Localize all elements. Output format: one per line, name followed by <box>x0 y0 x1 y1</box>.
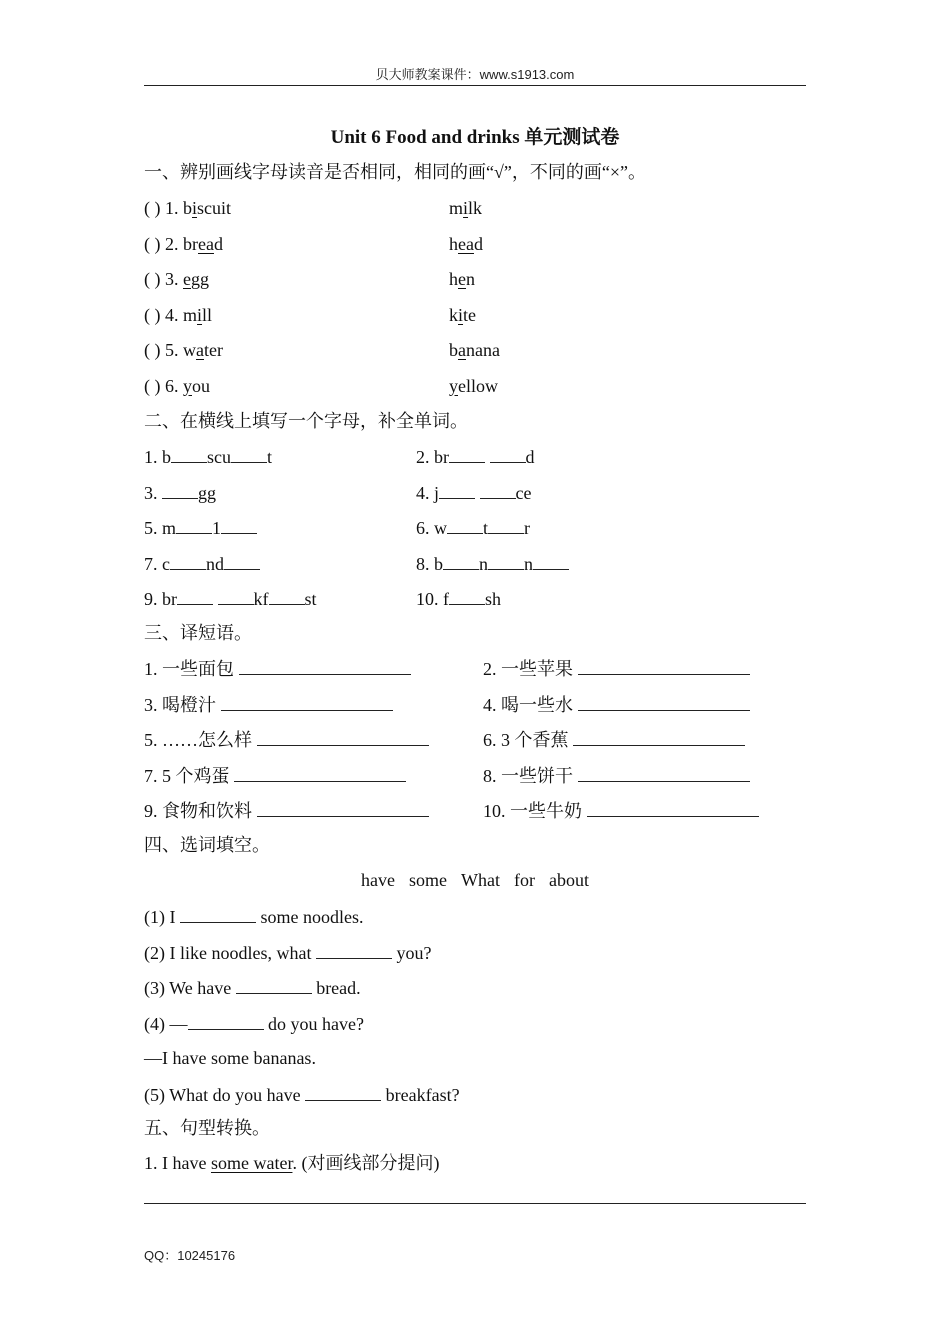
fill-letter-item: 4. j ce <box>416 482 532 503</box>
item-number: ( ) 4. <box>144 304 183 325</box>
fill-blank[interactable] <box>236 978 312 994</box>
fill-blank[interactable] <box>490 447 526 463</box>
underlined-letters: i <box>458 304 464 325</box>
underlined-letters: i <box>463 198 469 218</box>
item-number: 5. <box>144 518 162 538</box>
sound-item-right: milk <box>449 198 483 218</box>
word-bank-word: for <box>513 870 535 890</box>
item-number: 2. <box>416 447 434 467</box>
sound-item-right: yellow <box>449 375 498 396</box>
fill-word-item: (2) I like noodles, what you? <box>144 942 432 963</box>
transform-item: 1. I have some water. (对画线部分提问) <box>144 1153 440 1173</box>
item-number: 7. <box>144 553 162 574</box>
fill-blank[interactable] <box>239 659 411 675</box>
fill-blank[interactable] <box>480 483 516 499</box>
fill-letter-item: 7. c nd <box>144 554 260 573</box>
fill-blank[interactable] <box>439 483 475 499</box>
fill-blank[interactable] <box>305 1085 381 1101</box>
sound-item-right: kite <box>449 304 477 325</box>
underlined-letters: ea <box>198 233 214 254</box>
word-bank-word: about <box>548 870 589 890</box>
translate-item: 6. 3 个香蕉 <box>483 730 745 749</box>
translate-item: 10. 一些牛奶 <box>483 801 759 820</box>
item-number: 4. <box>416 482 434 503</box>
fill-blank[interactable] <box>234 766 406 782</box>
underlined-letters: i <box>197 304 203 325</box>
underlined-letters: e <box>183 269 191 289</box>
sound-item-left: ( ) 4. mill <box>144 304 213 325</box>
fill-blank[interactable] <box>578 659 750 675</box>
fill-blank[interactable] <box>488 518 524 534</box>
fill-blank[interactable] <box>578 766 750 782</box>
page-header: 贝大师教案课件：www.s1913.com <box>375 67 575 82</box>
fill-blank[interactable] <box>221 518 257 534</box>
underlined-letters: y <box>183 375 192 396</box>
page-title: Unit 6 Food and drinks 单元测试卷 <box>330 127 620 148</box>
translate-item: 8. 一些饼干 <box>483 766 750 785</box>
fill-blank[interactable] <box>587 801 759 817</box>
fill-letter-item: 6. w t r <box>416 518 531 538</box>
fill-word-item: (3) We have bread. <box>144 978 361 998</box>
underlined-letters: y <box>449 375 458 396</box>
sound-item-right: banana <box>449 340 500 360</box>
underlined-letters: i <box>192 198 198 218</box>
fill-blank[interactable] <box>162 483 198 499</box>
page-footer: QQ：10245176 <box>144 1248 236 1263</box>
fill-letter-item: 3. gg <box>144 482 216 503</box>
word-bank-word: some <box>409 870 447 890</box>
header-rule <box>144 85 806 86</box>
fill-blank[interactable] <box>449 447 485 463</box>
fill-blank[interactable] <box>176 518 212 534</box>
fill-blank[interactable] <box>170 554 206 570</box>
section3-heading: 三、译短语。 <box>144 623 252 643</box>
fill-blank[interactable] <box>180 907 256 923</box>
item-number: ( ) 2. <box>144 233 183 254</box>
fill-blank[interactable] <box>224 554 260 570</box>
translate-item: 9. 食物和饮料 <box>144 801 429 820</box>
fill-blank[interactable] <box>231 447 267 463</box>
section1-heading: 一、辨别画线字母读音是否相同，相同的画“√”，不同的画“×”。 <box>144 162 646 182</box>
fill-blank[interactable] <box>188 1014 264 1030</box>
fill-letter-item: 8. b n n <box>416 554 569 573</box>
fill-letter-item: 2. br d <box>416 447 535 467</box>
sound-item-right: hen <box>449 269 475 289</box>
translate-item: 2. 一些苹果 <box>483 659 750 678</box>
word-bank <box>0 871 950 889</box>
sound-item-right: head <box>449 233 483 254</box>
sound-item-left: ( ) 1. biscuit <box>144 198 232 218</box>
fill-blank[interactable] <box>269 589 305 605</box>
translate-item: 3. 喝橙汁 <box>144 695 393 714</box>
item-number: 1. <box>144 447 162 467</box>
word-bank-word: What <box>461 870 500 890</box>
item-number: ( ) 3. <box>144 269 183 289</box>
fill-blank[interactable] <box>221 695 393 711</box>
section2-heading: 二、在横线上填写一个字母，补全单词。 <box>144 411 468 431</box>
fill-letter-item: 9. br kf st <box>144 589 317 609</box>
item-number: 10. <box>416 589 443 609</box>
fill-word-item: —I have some bananas. <box>144 1048 316 1068</box>
underlined-letters: ea <box>458 233 474 254</box>
fill-blank[interactable] <box>488 554 524 570</box>
fill-blank[interactable] <box>316 943 392 959</box>
sound-item-left: ( ) 5. water <box>144 340 223 360</box>
fill-letter-item: 5. m 1 <box>144 518 257 537</box>
fill-blank[interactable] <box>257 730 429 746</box>
item-number: ( ) 5. <box>144 340 183 360</box>
fill-blank[interactable] <box>177 589 213 605</box>
fill-blank[interactable] <box>449 589 485 605</box>
section4-heading: 四、选词填空。 <box>144 835 270 855</box>
fill-blank[interactable] <box>578 695 750 711</box>
fill-blank[interactable] <box>533 554 569 570</box>
fill-letter-item: 1. b scu t <box>144 447 273 467</box>
sound-item-left: ( ) 6. you <box>144 375 210 396</box>
fill-letter-item: 10. f sh <box>416 589 502 609</box>
translate-item: 5. ……怎么样 <box>144 730 429 749</box>
sound-item-left: ( ) 3. egg <box>144 269 209 289</box>
translate-item: 7. 5 个鸡蛋 <box>144 766 406 785</box>
fill-blank[interactable] <box>257 801 429 817</box>
fill-word-item: (4) — do you have? <box>144 1013 364 1034</box>
fill-blank[interactable] <box>443 554 479 570</box>
underlined-phrase: some water <box>210 1153 293 1173</box>
item-number: 9. <box>144 589 162 609</box>
word-bank-word: have <box>361 870 395 890</box>
item-number: 8. <box>416 553 434 574</box>
fill-blank[interactable] <box>218 589 254 605</box>
item-number: 6. <box>416 518 434 538</box>
answer-line <box>144 1203 806 1204</box>
sound-item-left: ( ) 2. bread <box>144 233 223 254</box>
underlined-letters: a <box>196 340 204 360</box>
fill-word-item: (1) I some noodles. <box>144 907 364 927</box>
fill-blank[interactable] <box>447 518 483 534</box>
underlined-letters: a <box>458 340 466 360</box>
section5-heading: 五、句型转换。 <box>144 1118 270 1138</box>
translate-item: 1. 一些面包 <box>144 659 411 678</box>
fill-word-item: (5) What do you have breakfast? <box>144 1084 460 1105</box>
fill-blank[interactable] <box>573 730 745 746</box>
item-number: 3. <box>144 482 162 503</box>
fill-blank[interactable] <box>171 447 207 463</box>
translate-item: 4. 喝一些水 <box>483 695 750 714</box>
underlined-letters: e <box>458 269 466 289</box>
item-number: ( ) 6. <box>144 375 183 396</box>
item-number: ( ) 1. <box>144 198 183 218</box>
